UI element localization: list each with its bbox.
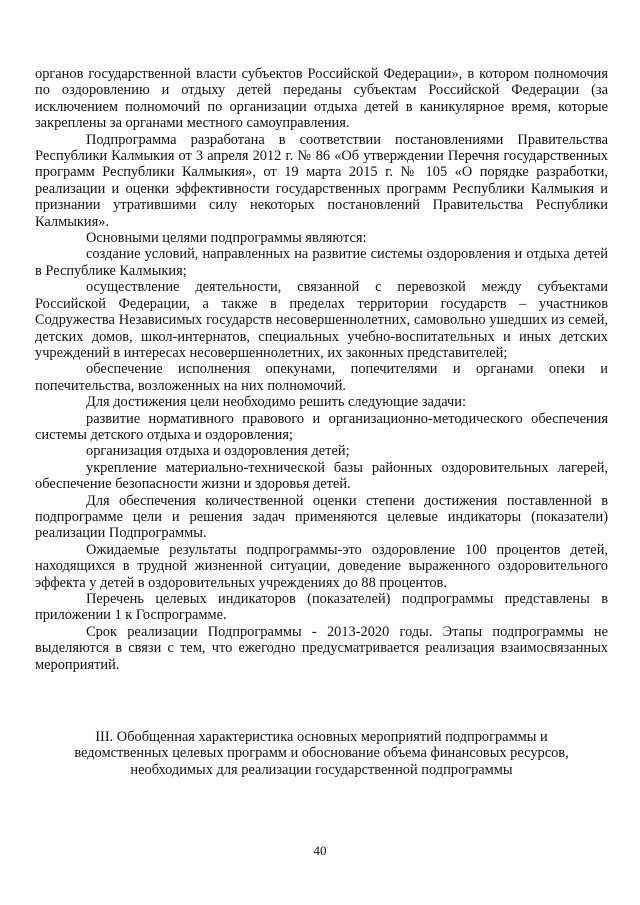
paragraph-goals-intro: Основными целями подпрограммы являются:	[86, 230, 367, 247]
paragraph-tasks-intro: Для достижения цели необходимо решить следующие задачи:	[86, 394, 466, 411]
paragraph-indicator-list: Перечень целевых индикаторов (показателей) подпрограммы представлены в приложении 1 к Госпрограмме.	[35, 591, 608, 624]
paragraph-expected-results: Ожидаемые результаты подпрограммы-это оздоровление 100 процентов детей, находящихся в трудной жизненной ситуации, доведение выраженного оздоровительного эффекта у детей в оздоровительных учреждениях до 88 процентов.	[35, 541, 608, 591]
paragraph-goal-1: создание условий, направленных на развитие системы оздоровления и отдыха детей в Республике Калмыкия;	[35, 246, 608, 279]
paragraph-task-2: организация отдыха и оздоровления детей;	[86, 443, 350, 460]
paragraph-goal-3: обеспечение исполнения опекунами, попечителями и органами опеки и попечительства, возложенных на них полномочий.	[35, 361, 608, 394]
document-page	[35, 66, 608, 778]
paragraph-task-3: укрепление материально-технической базы районных оздоровительных лагерей, обеспечение безопасности жизни и здоровья детей.	[35, 459, 608, 493]
paragraph-goal-2: осуществление деятельности, связанной с перевозкой между субъектами Российской Федерации, а также в пределах территории государств – участников Содружества Независимых государств несовершеннолетних, самовольно ушедших из семей, детских домов, школ-интернатов, специальных учебно-воспитательных и иных детских учреждений в интересах несовершеннолетних, их законных представителей;	[35, 279, 608, 361]
paragraph-continuation: органов государственной власти субъектов Российской Федерации», в котором полномочия по оздоровлению и отдыху детей переданы субъектам Российской Федерации (за исключением полномочий по организации отдыха детей в каникулярное время, которые закреплены за органами местного самоуправления.	[35, 66, 608, 132]
section-heading: III. Обобщенная характеристика основных мероприятий подпрограммы и ведомственных целевых программ и обоснование объема финансовых ресурсов, необходимых для реализации государственной подпрограммы	[74, 729, 569, 778]
page-number: 40	[313, 843, 327, 858]
paragraph-timeline: Срок реализации Подпрограммы - 2013-2020 годы. Этапы подпрограммы не выделяются в связи с тем, что ежегодно предусматривается реализация взаимосвязанных мероприятий.	[35, 623, 608, 673]
paragraph-indicators: Для обеспечения количественной оценки степени достижения поставленной в подпрограмме цели и решения задач применяются целевые индикаторы (показатели) реализации Подпрограммы.	[35, 492, 608, 542]
paragraph-task-1: развитие нормативного правового и организационно-методического обеспечения системы детского отдыха и оздоровления;	[35, 410, 608, 443]
paragraph-basis: Подпрограмма разработана в соответствии постановлениями Правительства Республики Калмыкия от 3 апреля 2012 г. № 86 «Об утверждении Перечня государственных программ Республики Калмыкия», от 19 марта 2015 г. № 105 «О порядке разработки, реализации и оценки эффективности государственных программ Республики Калмыкия и признании утратившими силу некоторых постановлений Правительства Республики Калмыкия».	[35, 131, 608, 230]
